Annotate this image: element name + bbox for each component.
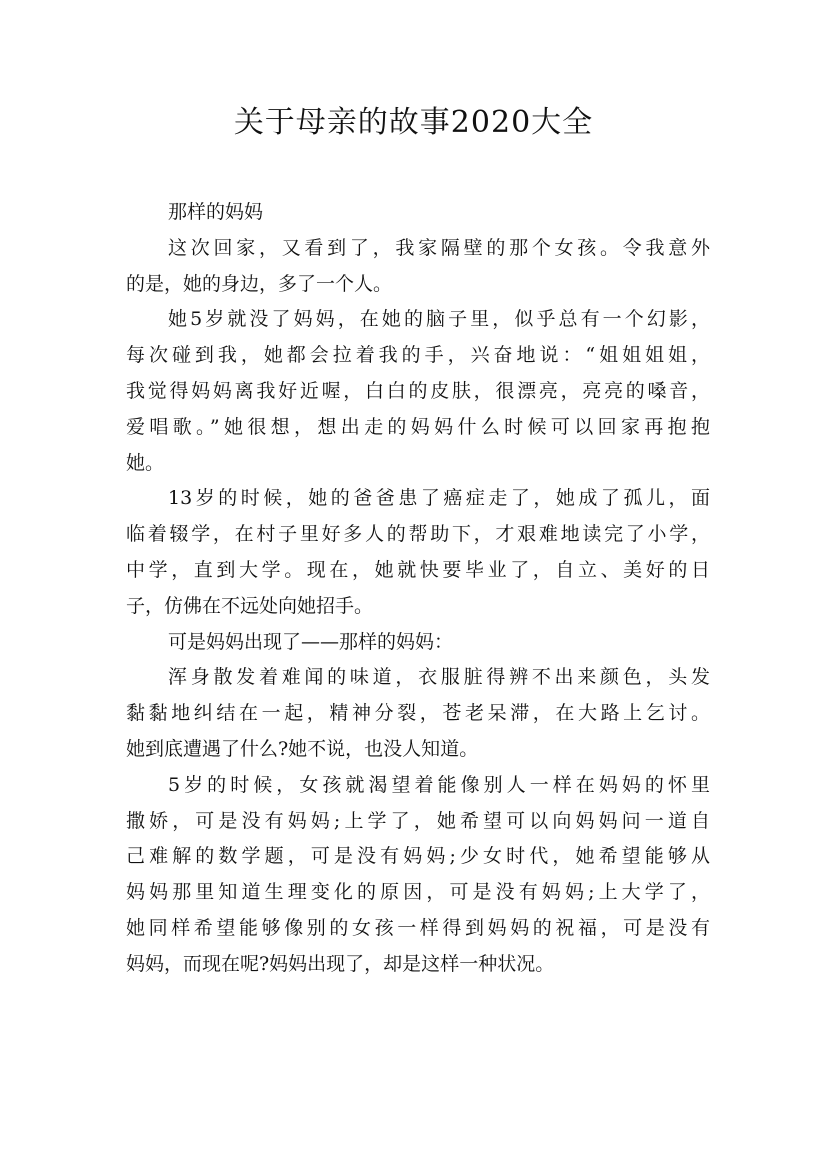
paragraph-line: 她同样希望能够像别的女孩一样得到妈妈的祝福，可是没有 bbox=[126, 916, 710, 939]
paragraph bbox=[126, 195, 710, 231]
paragraph bbox=[126, 481, 710, 624]
paragraph-line: 妈妈，而现在呢?妈妈出现了，却是这样一种状况。 bbox=[126, 952, 555, 975]
paragraph-line: 子，仿佛在不远处向她招手。 bbox=[126, 594, 374, 617]
paragraph-line: 5岁的时候，女孩就渴望着能像别人一样在妈妈的怀里 bbox=[168, 773, 710, 796]
paragraph-line: 这次回家，又看到了，我家隔壁的那个女孩。令我意外 bbox=[168, 236, 710, 259]
paragraph bbox=[126, 231, 710, 303]
paragraph-line: 可是妈妈出现了——那样的妈妈： bbox=[168, 630, 454, 653]
paragraph-line: 她。 bbox=[126, 451, 165, 474]
paragraph-line: 黏黏地纠结在一起，精神分裂，苍老呆滞，在大路上乞讨。 bbox=[126, 702, 710, 725]
paragraph-line: 撒娇，可是没有妈妈;上学了，她希望可以向妈妈问一道自 bbox=[126, 809, 710, 832]
paragraph-line: 的是，她的身边，多了一个人。 bbox=[126, 272, 393, 295]
paragraph-line: 13岁的时候，她的爸爸患了癌症走了，她成了孤儿，面 bbox=[168, 487, 710, 510]
document-body bbox=[126, 195, 710, 983]
paragraph-line: 她5岁就没了妈妈，在她的脑子里，似乎总有一个幻影， bbox=[168, 308, 710, 331]
paragraph-line: 中学，直到大学。现在，她就快要毕业了，自立、美好的日 bbox=[126, 558, 710, 581]
paragraph bbox=[126, 625, 710, 661]
paragraph-line: 临着辍学，在村子里好多人的帮助下，才艰难地读完了小学， bbox=[126, 523, 710, 546]
paragraph-line: 我觉得妈妈离我好近喔，白白的皮肤，很漂亮，亮亮的嗓音， bbox=[126, 379, 710, 402]
paragraph-line: 浑身散发着难闻的味道，衣服脏得辨不出来颜色，头发 bbox=[168, 666, 710, 689]
paragraph-line: 妈妈那里知道生理变化的原因，可是没有妈妈;上大学了， bbox=[126, 881, 710, 904]
paragraph-line: 每次碰到我，她都会拉着我的手，兴奋地说：“姐姐姐姐， bbox=[126, 344, 710, 367]
paragraph bbox=[126, 302, 710, 481]
document-title: 关于母亲的故事2020大全 bbox=[233, 105, 594, 140]
paragraph-line: 己难解的数学题，可是没有妈妈;少女时代，她希望能够从 bbox=[126, 845, 710, 868]
paragraph-line: 那样的妈妈 bbox=[168, 201, 264, 223]
paragraph bbox=[126, 768, 710, 983]
paragraph-line: 爱唱歌。”她很想，想出走的妈妈什么时候可以回家再抱抱 bbox=[126, 415, 710, 438]
paragraph bbox=[126, 660, 710, 767]
paragraph-line: 她到底遭遇了什么?她不说，也没人知道。 bbox=[126, 737, 479, 760]
